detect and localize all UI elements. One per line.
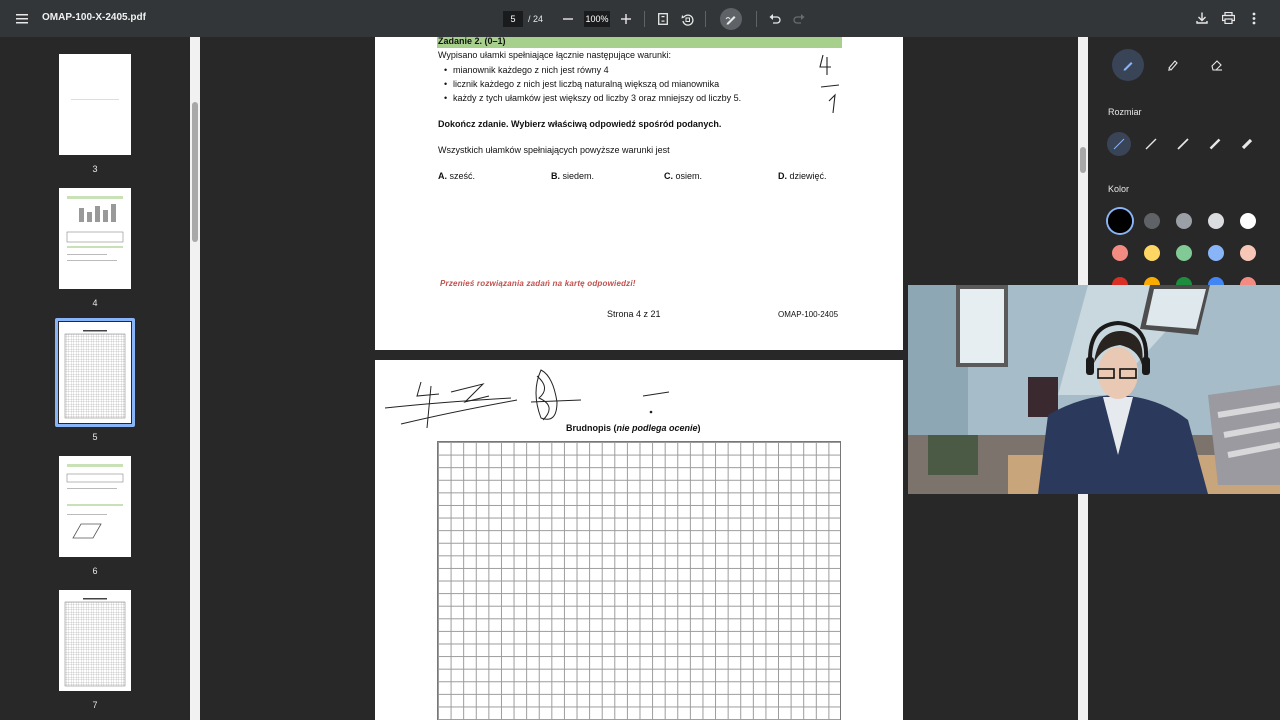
pdf-page-4 <box>375 37 903 350</box>
answer-option-a[interactable]: A. sześć. <box>438 171 476 181</box>
task-intro: Wypisano ułamki spełniające łącznie następujące warunki: <box>438 50 672 60</box>
webcam-overlay <box>908 285 1280 494</box>
answer-option-b[interactable]: B. siedem. <box>551 171 595 181</box>
page-footer-number: Strona 4 z 21 <box>607 309 661 319</box>
pen-icon[interactable] <box>1112 49 1144 81</box>
menu-icon[interactable] <box>13 10 31 28</box>
tool-row <box>1112 49 1232 81</box>
task-header: Zadanie 2. (0–1) <box>437 37 842 48</box>
page-thumbnail-7[interactable] <box>59 590 131 691</box>
zoom-input[interactable]: 100% <box>584 11 610 27</box>
redo-icon[interactable] <box>789 9 809 29</box>
answer-option-c[interactable]: C. osiem. <box>664 171 703 181</box>
page-total: / 24 <box>528 14 544 24</box>
page-thumbnail-6[interactable] <box>59 456 131 557</box>
condition-bullet: • każdy z tych ułamków jest większy od liczby 3 oraz mniejszy od liczby 5. <box>453 93 741 104</box>
size-option-2[interactable] <box>1139 132 1163 156</box>
toolbar-divider <box>705 11 706 27</box>
handwritten-fraction <box>815 51 845 117</box>
color-swatch[interactable] <box>1204 241 1228 265</box>
document-title: OMAP-100-X-2405.pdf <box>42 12 146 23</box>
page-number-input[interactable]: 5 <box>503 11 523 27</box>
thumbnail-label: 7 <box>92 700 98 710</box>
task-stem: Wszystkich ułamków spełniających powyższe warunki jest <box>438 145 670 155</box>
thumbnail-sidebar <box>0 37 200 720</box>
document-scrollbar-thumb[interactable] <box>1080 147 1086 173</box>
sidebar-scrollbar[interactable] <box>190 37 200 720</box>
size-option-1[interactable] <box>1107 132 1131 156</box>
toolbar <box>0 0 1280 37</box>
webcam-video-frame <box>908 285 1280 494</box>
draft-grid <box>437 441 841 720</box>
more-icon[interactable] <box>1244 8 1264 28</box>
draft-label: Brudnopis (nie podlega ocenie) <box>566 423 701 433</box>
color-swatch[interactable] <box>1236 241 1260 265</box>
color-label: Kolor <box>1108 184 1130 194</box>
color-swatch[interactable] <box>1140 241 1164 265</box>
page-thumbnail-4[interactable] <box>59 188 131 289</box>
print-icon[interactable] <box>1218 8 1238 28</box>
color-swatch[interactable] <box>1172 209 1196 233</box>
annotate-icon[interactable] <box>720 8 742 30</box>
thumbnail-label: 3 <box>92 164 98 174</box>
answer-option-d[interactable]: D. dziewięć. <box>778 171 827 181</box>
color-swatch[interactable] <box>1172 241 1196 265</box>
download-icon[interactable] <box>1192 8 1212 28</box>
condition-bullet: • mianownik każdego z nich jest równy 4 <box>453 65 609 76</box>
zoom-out-icon[interactable] <box>558 9 578 29</box>
eraser-icon[interactable] <box>1200 49 1232 81</box>
color-swatch[interactable] <box>1108 209 1132 233</box>
color-swatch[interactable] <box>1108 241 1132 265</box>
fit-page-icon[interactable] <box>653 9 673 29</box>
color-swatch[interactable] <box>1140 209 1164 233</box>
toolbar-divider <box>756 11 757 27</box>
size-options <box>1107 132 1259 156</box>
color-swatch[interactable] <box>1204 209 1228 233</box>
page-footer-code: OMAP-100-2405 <box>778 310 839 319</box>
toolbar-divider <box>644 11 645 27</box>
thumbnail-label: 4 <box>92 298 98 308</box>
transfer-answers-note: Przenieś rozwiązania zadań na kartę odpowiedzi! <box>440 279 636 288</box>
size-option-5[interactable] <box>1235 132 1259 156</box>
thumbnail-label: 5 <box>92 432 98 442</box>
condition-bullet: • licznik każdego z nich jest liczbą naturalną większą od mianownika <box>453 79 719 90</box>
size-option-3[interactable] <box>1171 132 1195 156</box>
page-controls <box>503 8 809 30</box>
thumbnail-label: 6 <box>92 566 98 576</box>
size-label: Rozmiar <box>1108 107 1142 117</box>
zoom-in-icon[interactable] <box>616 9 636 29</box>
page-thumbnail-5[interactable] <box>59 322 131 423</box>
color-swatch[interactable] <box>1236 209 1260 233</box>
rotate-icon[interactable] <box>677 9 697 29</box>
color-row <box>1108 209 1260 233</box>
handwritten-scribble <box>381 362 681 432</box>
toolbar-right <box>1192 8 1264 28</box>
pdf-page-5 <box>375 360 903 720</box>
page-thumbnail-3[interactable] <box>59 54 131 155</box>
highlighter-icon[interactable] <box>1156 49 1188 81</box>
size-option-4[interactable] <box>1203 132 1227 156</box>
undo-icon[interactable] <box>765 9 785 29</box>
color-row <box>1108 241 1260 265</box>
task-instruction: Dokończ zdanie. Wybierz właściwą odpowiedź spośród podanych. <box>438 119 722 129</box>
sidebar-scrollbar-thumb[interactable] <box>192 102 198 242</box>
